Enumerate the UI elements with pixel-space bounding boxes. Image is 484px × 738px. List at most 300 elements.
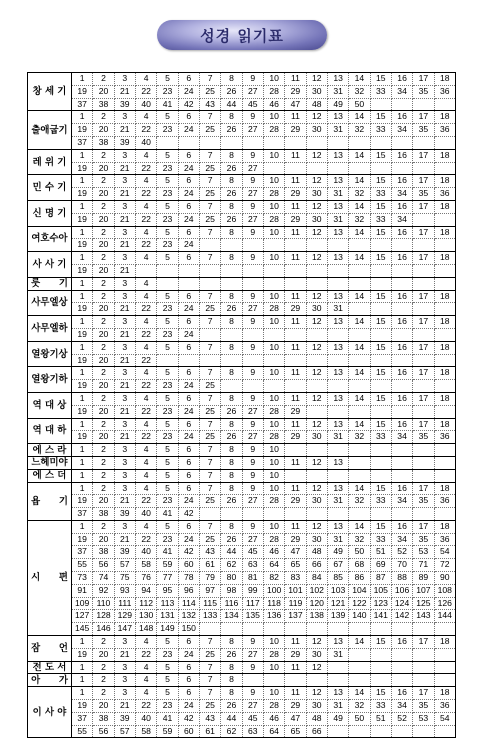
chapter-cell[interactable]: 11 [285,367,306,380]
chapter-cell[interactable]: 37 [72,546,93,559]
chapter-cell[interactable]: 57 [114,725,135,738]
chapter-cell[interactable]: 2 [93,636,114,649]
chapter-cell[interactable]: 21 [114,239,135,252]
chapter-cell[interactable]: 33 [370,431,391,444]
chapter-cell[interactable]: 29 [285,533,306,546]
chapter-cell[interactable]: 27 [242,162,263,175]
chapter-cell[interactable]: 25 [199,124,220,137]
chapter-cell[interactable]: 52 [391,546,412,559]
chapter-cell[interactable]: 14 [349,226,370,239]
chapter-cell[interactable]: 25 [199,431,220,444]
chapter-cell[interactable]: 33 [370,213,391,226]
chapter-cell[interactable]: 32 [349,188,370,201]
chapter-cell[interactable]: 132 [178,610,199,623]
chapter-cell[interactable]: 12 [306,367,327,380]
chapter-cell[interactable]: 6 [178,252,199,265]
chapter-cell[interactable]: 19 [72,239,93,252]
chapter-cell[interactable]: 20 [93,380,114,393]
chapter-cell[interactable]: 45 [242,98,263,111]
chapter-cell[interactable]: 19 [72,162,93,175]
chapter-cell[interactable]: 6 [178,687,199,700]
chapter-cell[interactable]: 4 [135,149,156,162]
chapter-cell[interactable]: 83 [285,572,306,585]
chapter-cell[interactable]: 64 [263,559,284,572]
chapter-cell[interactable]: 12 [306,520,327,533]
chapter-cell[interactable]: 14 [349,636,370,649]
chapter-cell[interactable]: 36 [434,85,455,98]
chapter-cell[interactable]: 104 [349,584,370,597]
chapter-cell[interactable]: 34 [391,124,412,137]
chapter-cell[interactable]: 40 [135,508,156,521]
chapter-cell[interactable]: 46 [263,712,284,725]
chapter-cell[interactable]: 42 [178,712,199,725]
chapter-cell[interactable]: 27 [242,303,263,316]
chapter-cell[interactable]: 6 [178,367,199,380]
chapter-cell[interactable]: 6 [178,418,199,431]
chapter-cell[interactable]: 8 [221,674,242,687]
chapter-cell[interactable]: 16 [391,200,412,213]
chapter-cell[interactable]: 21 [114,648,135,661]
chapter-cell[interactable]: 57 [114,559,135,572]
chapter-cell[interactable]: 19 [72,431,93,444]
chapter-cell[interactable]: 6 [178,149,199,162]
chapter-cell[interactable]: 10 [263,469,284,482]
chapter-cell[interactable]: 64 [263,725,284,738]
chapter-cell[interactable]: 7 [199,226,220,239]
chapter-cell[interactable]: 3 [114,674,135,687]
chapter-cell[interactable]: 133 [199,610,220,623]
chapter-cell[interactable]: 45 [242,546,263,559]
chapter-cell[interactable]: 36 [434,431,455,444]
chapter-cell[interactable]: 14 [349,149,370,162]
chapter-cell[interactable]: 8 [221,341,242,354]
chapter-cell[interactable]: 16 [391,520,412,533]
chapter-cell[interactable]: 34 [391,700,412,713]
chapter-cell[interactable]: 18 [434,636,455,649]
chapter-cell[interactable]: 49 [327,98,348,111]
chapter-cell[interactable]: 3 [114,341,135,354]
chapter-cell[interactable]: 9 [242,316,263,329]
chapter-cell[interactable]: 1 [72,661,93,674]
chapter-cell[interactable]: 28 [263,431,284,444]
chapter-cell[interactable]: 11 [285,418,306,431]
chapter-cell[interactable]: 116 [221,597,242,610]
chapter-cell[interactable]: 20 [93,85,114,98]
chapter-cell[interactable]: 24 [178,124,199,137]
chapter-cell[interactable]: 105 [370,584,391,597]
chapter-cell[interactable]: 2 [93,418,114,431]
chapter-cell[interactable]: 41 [157,712,178,725]
chapter-cell[interactable]: 35 [413,533,434,546]
chapter-cell[interactable]: 3 [114,226,135,239]
chapter-cell[interactable]: 48 [306,712,327,725]
chapter-cell[interactable]: 1 [72,73,93,86]
chapter-cell[interactable]: 22 [135,303,156,316]
chapter-cell[interactable]: 13 [327,367,348,380]
chapter-cell[interactable]: 14 [349,418,370,431]
chapter-cell[interactable]: 19 [72,700,93,713]
chapter-cell[interactable]: 14 [349,73,370,86]
chapter-cell[interactable]: 26 [221,495,242,508]
chapter-cell[interactable]: 66 [306,725,327,738]
chapter-cell[interactable]: 23 [157,405,178,418]
chapter-cell[interactable]: 28 [263,700,284,713]
chapter-cell[interactable]: 17 [413,520,434,533]
chapter-cell[interactable]: 11 [285,392,306,405]
chapter-cell[interactable]: 4 [135,636,156,649]
chapter-cell[interactable]: 11 [285,520,306,533]
chapter-cell[interactable]: 13 [327,456,348,469]
chapter-cell[interactable]: 11 [285,200,306,213]
chapter-cell[interactable]: 70 [391,559,412,572]
chapter-cell[interactable]: 130 [135,610,156,623]
chapter-cell[interactable]: 42 [178,98,199,111]
chapter-cell[interactable]: 19 [72,405,93,418]
chapter-cell[interactable]: 127 [72,610,93,623]
chapter-cell[interactable]: 22 [135,431,156,444]
chapter-cell[interactable]: 6 [178,73,199,86]
chapter-cell[interactable]: 3 [114,469,135,482]
chapter-cell[interactable]: 28 [263,124,284,137]
chapter-cell[interactable]: 24 [178,533,199,546]
chapter-cell[interactable]: 4 [135,226,156,239]
chapter-cell[interactable]: 59 [157,725,178,738]
chapter-cell[interactable]: 32 [349,85,370,98]
chapter-cell[interactable]: 2 [93,200,114,213]
chapter-cell[interactable]: 40 [135,546,156,559]
chapter-cell[interactable]: 26 [221,431,242,444]
chapter-cell[interactable]: 102 [306,584,327,597]
chapter-cell[interactable]: 8 [221,200,242,213]
chapter-cell[interactable]: 11 [285,175,306,188]
chapter-cell[interactable]: 48 [306,546,327,559]
chapter-cell[interactable]: 140 [349,610,370,623]
chapter-cell[interactable]: 117 [242,597,263,610]
chapter-cell[interactable]: 28 [263,405,284,418]
chapter-cell[interactable]: 122 [349,597,370,610]
chapter-cell[interactable]: 80 [221,572,242,585]
chapter-cell[interactable]: 24 [178,405,199,418]
chapter-cell[interactable]: 20 [93,213,114,226]
chapter-cell[interactable]: 7 [199,252,220,265]
chapter-cell[interactable]: 34 [391,213,412,226]
chapter-cell[interactable]: 15 [370,111,391,124]
chapter-cell[interactable]: 16 [391,341,412,354]
chapter-cell[interactable]: 22 [135,239,156,252]
chapter-cell[interactable]: 150 [178,623,199,636]
chapter-cell[interactable]: 3 [114,687,135,700]
chapter-cell[interactable]: 5 [157,252,178,265]
chapter-cell[interactable]: 18 [434,200,455,213]
chapter-cell[interactable]: 7 [199,111,220,124]
chapter-cell[interactable]: 3 [114,661,135,674]
chapter-cell[interactable]: 27 [242,213,263,226]
chapter-cell[interactable]: 30 [306,124,327,137]
chapter-cell[interactable]: 55 [72,725,93,738]
chapter-cell[interactable]: 31 [327,124,348,137]
chapter-cell[interactable]: 19 [72,188,93,201]
chapter-cell[interactable]: 13 [327,290,348,303]
chapter-cell[interactable]: 17 [413,226,434,239]
chapter-cell[interactable]: 5 [157,456,178,469]
chapter-cell[interactable]: 24 [178,328,199,341]
chapter-cell[interactable]: 4 [135,469,156,482]
chapter-cell[interactable]: 27 [242,700,263,713]
chapter-cell[interactable]: 24 [178,303,199,316]
chapter-cell[interactable]: 138 [306,610,327,623]
chapter-cell[interactable]: 22 [135,328,156,341]
chapter-cell[interactable]: 99 [242,584,263,597]
chapter-cell[interactable]: 10 [263,367,284,380]
chapter-cell[interactable]: 37 [72,508,93,521]
chapter-cell[interactable]: 4 [135,252,156,265]
chapter-cell[interactable]: 24 [178,162,199,175]
chapter-cell[interactable]: 8 [221,636,242,649]
chapter-cell[interactable]: 43 [199,712,220,725]
chapter-cell[interactable]: 58 [135,725,156,738]
chapter-cell[interactable]: 30 [306,303,327,316]
chapter-cell[interactable]: 49 [327,546,348,559]
chapter-cell[interactable]: 1 [72,175,93,188]
chapter-cell[interactable]: 50 [349,712,370,725]
chapter-cell[interactable]: 1 [72,674,93,687]
chapter-cell[interactable]: 115 [199,597,220,610]
chapter-cell[interactable]: 10 [263,252,284,265]
chapter-cell[interactable]: 32 [349,533,370,546]
chapter-cell[interactable]: 13 [327,149,348,162]
chapter-cell[interactable]: 26 [221,85,242,98]
chapter-cell[interactable]: 14 [349,687,370,700]
chapter-cell[interactable]: 10 [263,175,284,188]
chapter-cell[interactable]: 21 [114,124,135,137]
chapter-cell[interactable]: 31 [327,85,348,98]
chapter-cell[interactable]: 18 [434,687,455,700]
chapter-cell[interactable]: 25 [199,162,220,175]
chapter-cell[interactable]: 8 [221,252,242,265]
chapter-cell[interactable]: 19 [72,380,93,393]
chapter-cell[interactable]: 31 [327,431,348,444]
chapter-cell[interactable]: 126 [434,597,455,610]
chapter-cell[interactable]: 92 [93,584,114,597]
chapter-cell[interactable]: 10 [263,392,284,405]
chapter-cell[interactable]: 33 [370,495,391,508]
chapter-cell[interactable]: 2 [93,367,114,380]
chapter-cell[interactable]: 7 [199,73,220,86]
chapter-cell[interactable]: 26 [221,188,242,201]
chapter-cell[interactable]: 33 [370,533,391,546]
chapter-cell[interactable]: 2 [93,687,114,700]
chapter-cell[interactable]: 10 [263,316,284,329]
chapter-cell[interactable]: 19 [72,85,93,98]
chapter-cell[interactable]: 3 [114,316,135,329]
chapter-cell[interactable]: 18 [434,392,455,405]
chapter-cell[interactable]: 37 [72,136,93,149]
chapter-cell[interactable]: 86 [349,572,370,585]
chapter-cell[interactable]: 9 [242,687,263,700]
chapter-cell[interactable]: 2 [93,73,114,86]
chapter-cell[interactable]: 16 [391,687,412,700]
chapter-cell[interactable]: 18 [434,111,455,124]
chapter-cell[interactable]: 94 [135,584,156,597]
chapter-cell[interactable]: 3 [114,418,135,431]
chapter-cell[interactable]: 12 [306,482,327,495]
chapter-cell[interactable]: 14 [349,111,370,124]
chapter-cell[interactable]: 22 [135,533,156,546]
chapter-cell[interactable]: 76 [135,572,156,585]
chapter-cell[interactable]: 118 [263,597,284,610]
chapter-cell[interactable]: 100 [263,584,284,597]
chapter-cell[interactable]: 2 [93,290,114,303]
chapter-cell[interactable]: 8 [221,367,242,380]
chapter-cell[interactable]: 27 [242,85,263,98]
chapter-cell[interactable]: 3 [114,367,135,380]
chapter-cell[interactable]: 1 [72,111,93,124]
chapter-cell[interactable]: 9 [242,367,263,380]
chapter-cell[interactable]: 14 [349,252,370,265]
chapter-cell[interactable]: 9 [242,418,263,431]
chapter-cell[interactable]: 8 [221,520,242,533]
chapter-cell[interactable]: 12 [306,636,327,649]
chapter-cell[interactable]: 10 [263,661,284,674]
chapter-cell[interactable]: 7 [199,316,220,329]
chapter-cell[interactable]: 26 [221,303,242,316]
chapter-cell[interactable]: 5 [157,482,178,495]
chapter-cell[interactable]: 3 [114,277,135,290]
chapter-cell[interactable]: 5 [157,367,178,380]
chapter-cell[interactable]: 21 [114,533,135,546]
chapter-cell[interactable]: 10 [263,456,284,469]
chapter-cell[interactable]: 7 [199,290,220,303]
chapter-cell[interactable]: 19 [72,354,93,367]
chapter-cell[interactable]: 17 [413,252,434,265]
chapter-cell[interactable]: 12 [306,341,327,354]
chapter-cell[interactable]: 33 [370,188,391,201]
chapter-cell[interactable]: 30 [306,188,327,201]
chapter-cell[interactable]: 20 [93,648,114,661]
chapter-cell[interactable]: 23 [157,380,178,393]
chapter-cell[interactable]: 1 [72,277,93,290]
chapter-cell[interactable]: 36 [434,495,455,508]
chapter-cell[interactable]: 1 [72,149,93,162]
chapter-cell[interactable]: 24 [178,213,199,226]
chapter-cell[interactable]: 4 [135,661,156,674]
chapter-cell[interactable]: 20 [93,188,114,201]
chapter-cell[interactable]: 145 [72,623,93,636]
chapter-cell[interactable]: 21 [114,188,135,201]
chapter-cell[interactable]: 10 [263,520,284,533]
chapter-cell[interactable]: 14 [349,520,370,533]
chapter-cell[interactable]: 15 [370,367,391,380]
chapter-cell[interactable]: 3 [114,200,135,213]
chapter-cell[interactable]: 20 [93,124,114,137]
chapter-cell[interactable]: 96 [178,584,199,597]
chapter-cell[interactable]: 17 [413,175,434,188]
chapter-cell[interactable]: 11 [285,341,306,354]
chapter-cell[interactable]: 89 [413,572,434,585]
chapter-cell[interactable]: 31 [327,188,348,201]
chapter-cell[interactable]: 16 [391,392,412,405]
chapter-cell[interactable]: 85 [327,572,348,585]
chapter-cell[interactable]: 25 [199,648,220,661]
chapter-cell[interactable]: 11 [285,687,306,700]
chapter-cell[interactable]: 22 [135,162,156,175]
chapter-cell[interactable]: 35 [413,124,434,137]
chapter-cell[interactable]: 17 [413,316,434,329]
chapter-cell[interactable]: 36 [434,124,455,137]
chapter-cell[interactable]: 20 [93,264,114,277]
chapter-cell[interactable]: 16 [391,290,412,303]
chapter-cell[interactable]: 51 [370,712,391,725]
chapter-cell[interactable]: 28 [263,495,284,508]
chapter-cell[interactable]: 11 [285,252,306,265]
chapter-cell[interactable]: 30 [306,533,327,546]
chapter-cell[interactable]: 63 [242,725,263,738]
chapter-cell[interactable]: 72 [434,559,455,572]
chapter-cell[interactable]: 24 [178,380,199,393]
chapter-cell[interactable]: 5 [157,290,178,303]
chapter-cell[interactable]: 66 [306,559,327,572]
chapter-cell[interactable]: 28 [263,533,284,546]
chapter-cell[interactable]: 26 [221,405,242,418]
chapter-cell[interactable]: 17 [413,290,434,303]
chapter-cell[interactable]: 14 [349,392,370,405]
chapter-cell[interactable]: 1 [72,469,93,482]
chapter-cell[interactable]: 90 [434,572,455,585]
chapter-cell[interactable]: 8 [221,175,242,188]
chapter-cell[interactable]: 1 [72,687,93,700]
chapter-cell[interactable]: 19 [72,648,93,661]
chapter-cell[interactable]: 3 [114,252,135,265]
chapter-cell[interactable]: 17 [413,111,434,124]
chapter-cell[interactable]: 20 [93,495,114,508]
chapter-cell[interactable]: 17 [413,367,434,380]
chapter-cell[interactable]: 5 [157,418,178,431]
chapter-cell[interactable]: 5 [157,316,178,329]
chapter-cell[interactable]: 22 [135,648,156,661]
chapter-cell[interactable]: 20 [93,303,114,316]
chapter-cell[interactable]: 109 [72,597,93,610]
chapter-cell[interactable]: 12 [306,200,327,213]
chapter-cell[interactable]: 12 [306,111,327,124]
chapter-cell[interactable]: 8 [221,73,242,86]
chapter-cell[interactable]: 13 [327,392,348,405]
chapter-cell[interactable]: 16 [391,367,412,380]
chapter-cell[interactable]: 4 [135,341,156,354]
chapter-cell[interactable]: 37 [72,98,93,111]
chapter-cell[interactable]: 59 [157,559,178,572]
chapter-cell[interactable]: 11 [285,290,306,303]
chapter-cell[interactable]: 9 [242,226,263,239]
chapter-cell[interactable]: 134 [221,610,242,623]
chapter-cell[interactable]: 9 [242,200,263,213]
chapter-cell[interactable]: 47 [285,546,306,559]
chapter-cell[interactable]: 95 [157,584,178,597]
chapter-cell[interactable]: 1 [72,636,93,649]
chapter-cell[interactable]: 13 [327,687,348,700]
chapter-cell[interactable]: 22 [135,188,156,201]
chapter-cell[interactable]: 32 [349,213,370,226]
chapter-cell[interactable]: 14 [349,367,370,380]
chapter-cell[interactable]: 110 [93,597,114,610]
chapter-cell[interactable]: 123 [370,597,391,610]
chapter-cell[interactable]: 12 [306,175,327,188]
chapter-cell[interactable]: 12 [306,687,327,700]
chapter-cell[interactable]: 16 [391,252,412,265]
chapter-cell[interactable]: 13 [327,636,348,649]
chapter-cell[interactable]: 11 [285,482,306,495]
chapter-cell[interactable]: 4 [135,277,156,290]
chapter-cell[interactable]: 41 [157,546,178,559]
